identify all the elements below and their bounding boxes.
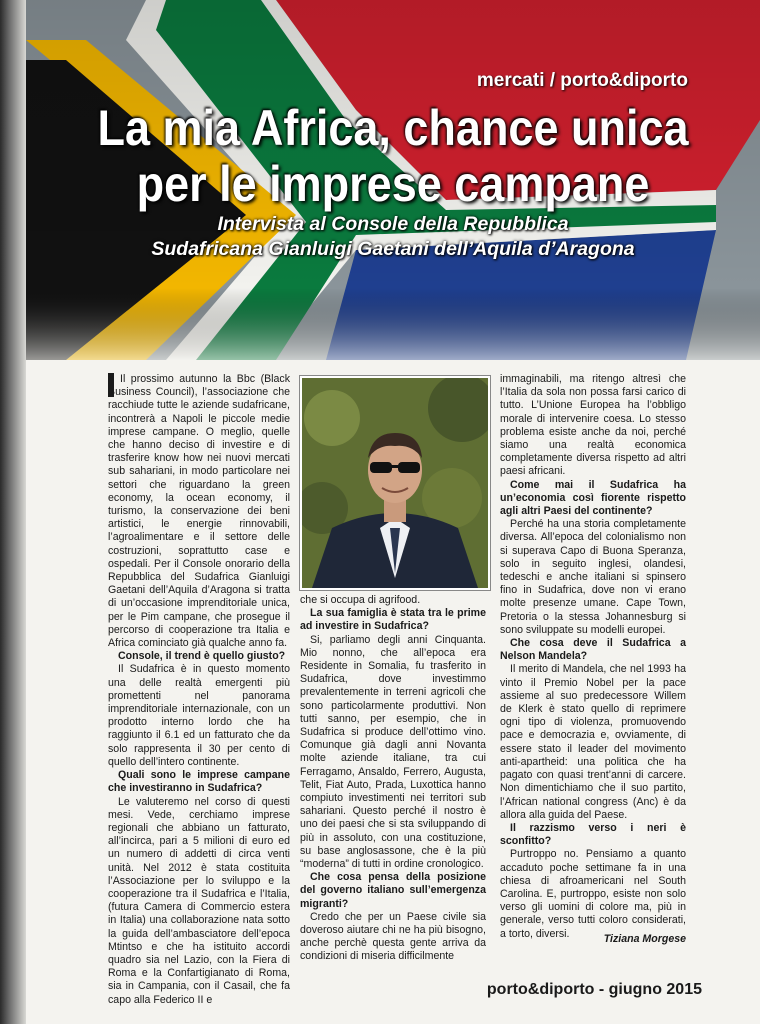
author-byline: Tiziana Morgese bbox=[603, 933, 686, 945]
paragraph: Credo che per un Paese civile sia doveroso aiutare chi ne ha più bisogno, anche perchè questa gente arriva da condizioni di miseria difficilmente bbox=[300, 910, 486, 963]
question: Che cosa deve il Sudafrica a Nelson Mandela? bbox=[500, 637, 686, 663]
binding-spine bbox=[0, 0, 26, 1024]
consul-portrait-photo bbox=[300, 376, 490, 590]
question: Come mai il Sudafrica ha un’economia così fiorente rispetto agli altri Paesi del continente? bbox=[500, 478, 686, 518]
paragraph: Perché ha una storia completamente diversa. All’epoca del colonialismo non si superava Capo di Buona Speranza, solo in seguito inglesi, olandesi, tedeschi e anche italiani si spinsero fino in Sudafrica, dove non vi erano molte presenze umane. Cape Town, Pretoria o la stessa Johannesburg si sono sviluppate su modelli europei. bbox=[500, 518, 686, 636]
article-title bbox=[26, 100, 760, 212]
paragraph: Purtroppo no. Pensiamo a quanto accaduto poche settimane fa in una chiesa di afroamericani nel South Carolina. E, purtroppo, esiste non solo verso gli uomini di colore ma, più in generale, verso tutti coloro considerati, a torto, diversi. bbox=[500, 848, 686, 940]
question: Console, il trend è quello giusto? bbox=[118, 650, 286, 663]
paragraph: che si occupa di agrifood. bbox=[300, 594, 421, 606]
question: Il razzismo verso i neri è sconfitto? bbox=[500, 821, 686, 848]
paragraph: Le valuteremo nel corso di questi mesi. Vede, cerchiamo imprese regionali che abbiano un fatturato, all’incirca, pari a 5 milioni di euro ed un numero di addetti di circa venti unità. Nel 2012 è stata costituita l’Associazione per lo sviluppo e la cooperazione tra il Sudafrica e l’Italia, (futura Camera di Commercio estera in Italia) una collaborazione nata sotto la guida dell’ambasciatore dell’epoca Mtintso e che ha istituito accordi quadro sia nel Lazio, con la Fiera di Roma e la Confartigianato di Roma, sia in Campania, con il Casail, che fa capo alla Federico II e bbox=[108, 795, 290, 1006]
section-label: mercati / porto&diporto bbox=[476, 70, 688, 91]
paragraph: Il Sudafrica è in questo momento una delle realtà emergenti più promettenti nel panorama imprenditoriale internazionale, con un prodotto interno lordo che ha raggiunto il 6.1 ed un fatturato che da solo rappresenta il 30 per cento di quello dell’intero continente. bbox=[108, 663, 290, 768]
paragraph: Si, parliamo degli anni Cinquanta. Mio nonno, che all’epoca era Residente in Somalia, fu trasferito in Sudafrica, dove investimmo prevalentemente in terreni agricoli che sono particolarmente produttivi. Non tutti sanno, per esempio, che in Sudafrica si produce dell’ottimo vino. Comunque già dagli anni Novanta molte aziende italiane, tra cui Ferragamo, Ansaldo, Ferrero, Augusta, Telit, Fiat Auto, Prada, Luxottica hanno compiuto investimenti nei territori sub sahariani. Questo perché il nostro è uno dei paesi che si sta sviluppando di più in assoluto, con una costituzione, su base anglosassone, che è la più “moderna” di tutti in ordine cronologico. bbox=[300, 633, 486, 871]
question: La sua famiglia è stata tra le prime ad investire in Sudafrica? bbox=[300, 607, 486, 633]
article-column-2 bbox=[300, 594, 486, 964]
article-column-1 bbox=[108, 373, 290, 1007]
subtitle-line-1: Intervista al Console della Repubblica bbox=[217, 213, 569, 235]
portrait-photo-icon bbox=[302, 378, 488, 588]
paragraph: immaginabili, ma ritengo altresì che l’Italia da sola non possa farsi carico di tutto. L’Unione Europea ha l’obbligo morale di intervenire coesa. Lo stesso problema esiste anche da noi, perché siamo una realtà economica completamente diversa rispetto ad altri paesi africani. bbox=[500, 373, 686, 478]
question: Che cosa pensa della posizione del governo italiano sull’emergenza migranti? bbox=[300, 871, 486, 910]
article-column-3 bbox=[500, 373, 686, 941]
page-footer: porto&diporto - giugno 2015 bbox=[486, 981, 702, 998]
article-subtitle bbox=[26, 212, 760, 262]
paragraph: Il merito di Mandela, che nel 1993 ha vinto il Premio Nobel per la pace assieme al suo predecessore Willem de Klerk è stato quello di reprimere ogni tipo di violenza, promuovendo pace e democrazia e, ovviamente, di essere stato il leader del movimento anti-apartheid: una politica che ha pagato con quasi trent’anni di carcere. Non dimentichiamo che il suo partito, l’African national congress (Anc) è da allora alla guida del Paese. bbox=[500, 663, 686, 821]
title-line-1: La mia Africa, chance unica bbox=[97, 98, 689, 156]
title-line-2: per le imprese campane bbox=[136, 154, 650, 212]
paragraph: Il prossimo autunno la Bbc (Black Business Council), l’associazione che racchiude tutte le aziende sudafricane, incontrerà a Napoli le piccole medie imprese campane. O meglio, quelle che hanno deciso di investire e di trasferire know how nei nuovi mercati sub sahariani, in modo particolare nei settori che riguardano la green economy, la ocean economy, il turismo, la conservazione dei beni artistici, le energie rinnovabili, l’agroalimentare e il settore delle costruzioni, soprattutto case e ospedali. Per il Console onorario della Repubblica del Sudafrica Gianluigi Gaetani dell’Aquila d’Aragona si tratta di un’occasione imprenditoriale unica, per le Pim campane, che prosegue il percorso di cooperazione tra Italia e Africa cominciato già qualche anno fa. bbox=[108, 373, 290, 650]
question: Quali sono le imprese campane che investiranno in Sudafrica? bbox=[108, 769, 290, 795]
subtitle-line-2: Sudafricana Gianluigi Gaetani dell’Aquila d’Aragona bbox=[151, 238, 635, 260]
